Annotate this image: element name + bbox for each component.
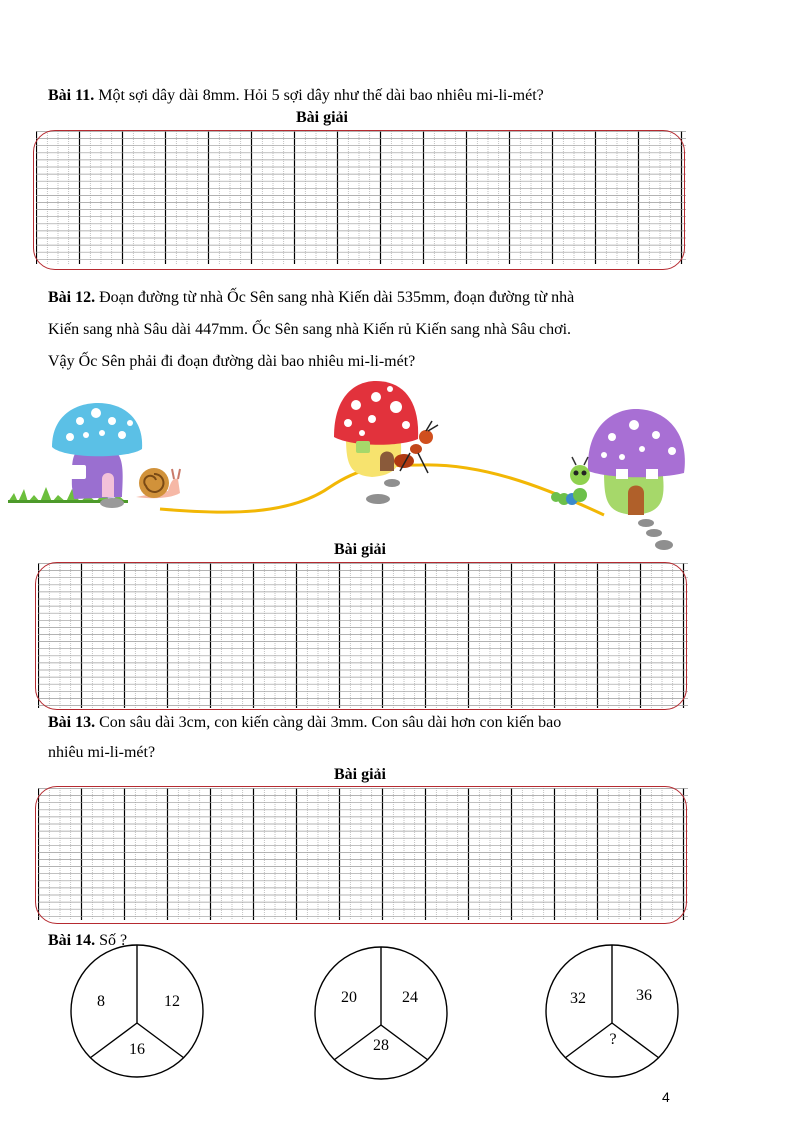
blue-mushroom-house-icon — [52, 403, 142, 508]
bai12-answer-frame — [35, 562, 687, 710]
circle-1-left: 8 — [97, 993, 105, 1010]
circle-2-left: 20 — [341, 989, 357, 1006]
bai13-question — [48, 708, 674, 768]
red-mushroom-house-icon — [334, 381, 418, 504]
bai14-text: Số ? — [95, 932, 128, 949]
bai12-line2: Kiến sang nhà Sâu dài 447mm. Ốc Sên sang nhà Kiến rủ Kiến sang nhà Sâu chơi. — [48, 321, 572, 338]
bai12-question — [48, 282, 674, 378]
circle-1-right: 12 — [164, 993, 180, 1010]
number-circle-2 — [315, 947, 447, 1079]
bai13-label: Bài 13. — [48, 714, 96, 731]
bai11-solution-heading: Bài giải — [295, 109, 348, 126]
number-circle-1 — [71, 945, 203, 1077]
caterpillar-icon — [551, 457, 590, 505]
bai12-line1: Đoạn đường từ nhà Ốc Sên sang nhà Kiến dài 535mm, đoạn đường từ nhà — [95, 289, 575, 306]
bai11-text: Một sợi dây dài 8mm. Hỏi 5 sợi dây như thế dài bao nhiêu mi-li-mét? — [94, 87, 544, 104]
circle-3-right: 36 — [636, 987, 652, 1004]
bai11-question — [48, 85, 544, 107]
bai13-line1: Con sâu dài 3cm, con kiến càng dài 3mm. Con sâu dài hơn con kiến bao — [95, 714, 562, 731]
bai14-circles — [0, 940, 794, 1080]
circle-1-bottom: 16 — [129, 1041, 145, 1058]
bai13-line2: nhiêu mi-li-mét? — [48, 744, 156, 761]
number-circle-3 — [546, 945, 678, 1077]
circle-3-left: 32 — [570, 990, 586, 1007]
bai12-label: Bài 12. — [48, 289, 96, 306]
bai11-answer-frame — [33, 130, 685, 270]
bai13-answer-frame — [35, 786, 687, 924]
bai12-line3: Vậy Ốc Sên phải đi đoạn đường dài bao nhiêu mi-li-mét? — [48, 353, 416, 370]
snail-icon — [136, 468, 180, 498]
circle-2-right: 24 — [402, 989, 418, 1006]
bai14-label: Bài 14. — [48, 932, 96, 949]
bai11-label: Bài 11. — [48, 87, 95, 104]
bai13-solution-heading: Bài giải — [333, 766, 386, 783]
page-number: 4 — [662, 1089, 670, 1105]
purple-mushroom-house-icon — [588, 409, 685, 550]
circle-3-bottom: ? — [609, 1031, 617, 1048]
bai12-illustration — [0, 375, 700, 555]
bai12-solution-heading: Bài giải — [333, 541, 386, 558]
circle-2-bottom: 28 — [373, 1037, 389, 1054]
